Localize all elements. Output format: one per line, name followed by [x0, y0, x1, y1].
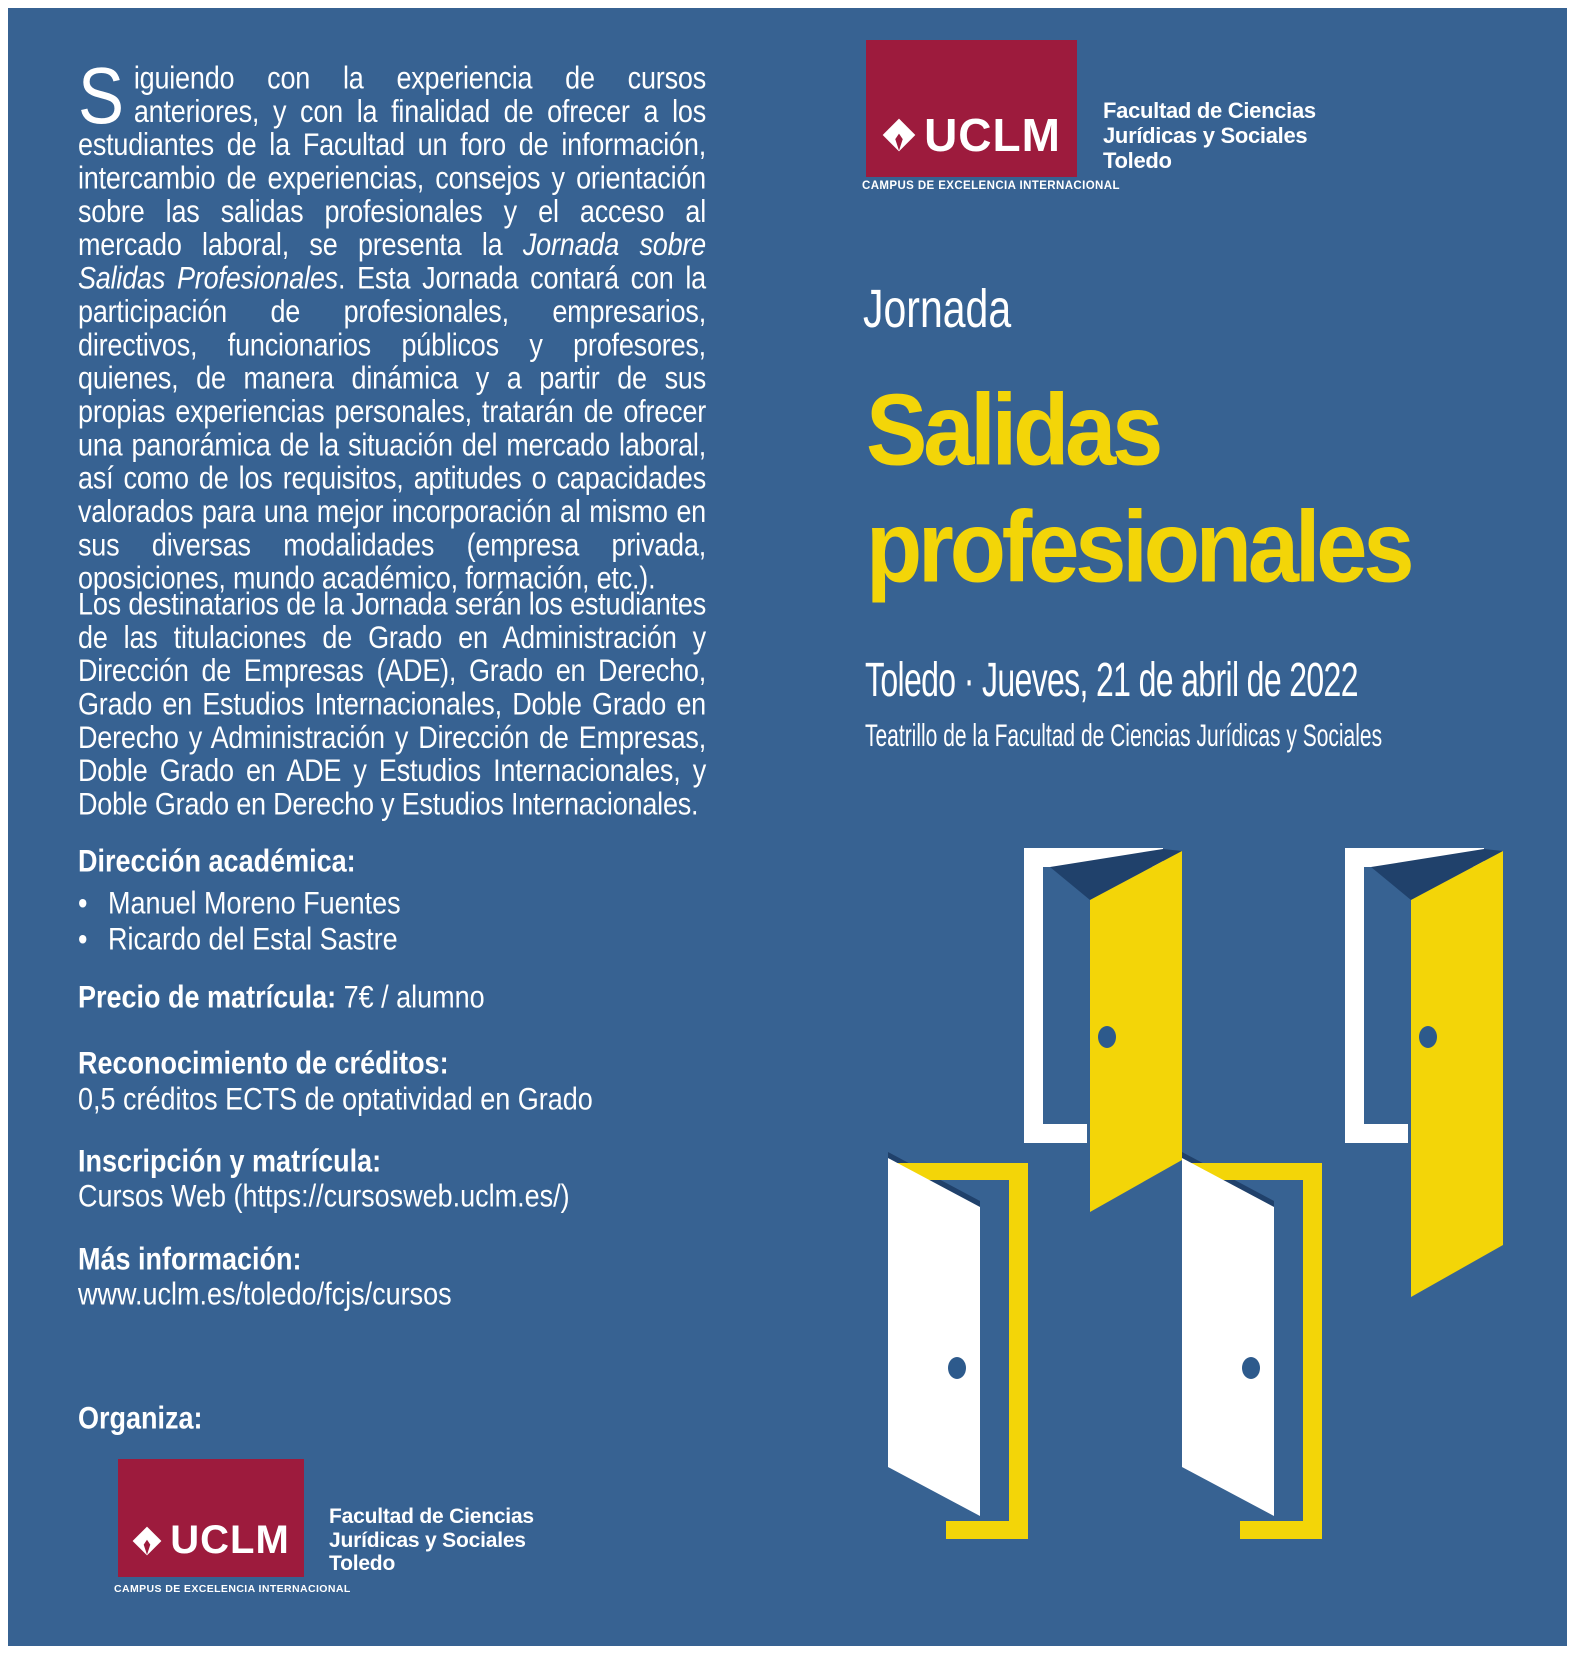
event-title-line1: Salidas: [866, 374, 1160, 487]
intro-paragraph: [78, 51, 706, 596]
intro-part1: iguiendo con la experiencia de cursos anteriores, y con la finalidad de ofrecer a los estudiantes de la Facultad un foro de información, intercambio de experiencias, consejos y orientación sobre las salidas profesionales y el acceso al mercado laboral, se presenta la: [78, 60, 706, 263]
campus-tagline: CAMPUS DE EXCELENCIA INTERNACIONAL: [862, 180, 1120, 192]
organiza-heading: Organiza:: [78, 1400, 203, 1436]
direccion-heading: Dirección académica:: [78, 843, 356, 879]
door-bottom-left-icon: [888, 1152, 1028, 1539]
event-kicker: Jornada: [863, 278, 1012, 339]
direccion-item-1: Manuel Moreno Fuentes: [108, 886, 401, 921]
masinfo-heading: Más información:: [78, 1241, 302, 1277]
list-item: [78, 886, 706, 922]
uclm-logo: [118, 1459, 304, 1577]
uclm-diamond-icon: [882, 118, 916, 152]
uclm-wordmark: UCLM: [170, 1518, 290, 1562]
intro-italic: Jornada sobre Salidas Profesionales: [78, 227, 706, 296]
campus-tagline: CAMPUS DE EXCELENCIA INTERNACIONAL: [114, 1583, 351, 1595]
intro-part2: . Esta Jornada contará con la participación de profesionales, empresarios, directivos, funcionarios públicos y profesores, quienes, de manera dinámica y a partir de sus propias experiencias personales, tratarán de ofrecer una panorámica de la situación del mercado laboral, así como de los requisitos, aptitudes o capacidades valorados para una mejor incorporación al mismo en sus diversas modalidades (empresa privada, oposiciones, mundo académico, formación, etc.).: [78, 260, 706, 596]
uclm-wordmark: UCLM: [924, 109, 1061, 161]
dropcap-letter: S: [78, 51, 124, 141]
audience-paragraph: Los destinatarios de la Jornada serán los estudiantes de las titulaciones de Grado en Administración y Dirección de Empresas (ADE), Grado en Derecho, Grado en Estudios Internacionales, Doble Grado en Derecho y Administración y Dirección de Empresas, Doble Grado en ADE y Estudios Internacionales, y Doble Grado en Derecho y Estudios Internacionales.: [78, 586, 706, 822]
creditos-heading: Reconocimiento de créditos:: [78, 1045, 449, 1081]
direccion-list: [78, 886, 706, 957]
faculty-name-block: [329, 1505, 534, 1576]
inscripcion-value: Cursos Web (https://cursosweb.uclm.es/): [78, 1178, 570, 1214]
event-venue: Teatrillo de la Facultad de Ciencias Jurídicas y Sociales: [865, 719, 1383, 754]
open-doors-illustration: [820, 780, 1575, 1600]
event-title-line2: profesionales: [866, 491, 1411, 604]
faculty-line-3: Toledo: [329, 1552, 396, 1575]
precio-label: Precio de matrícula:: [78, 979, 337, 1015]
bullet-icon: •: [78, 921, 88, 957]
list-item: [78, 922, 706, 958]
door-top-right-icon: [1345, 848, 1503, 1297]
faculty-line-1: Facultad de Ciencias: [1103, 98, 1316, 123]
precio-value: 7€ / alumno: [336, 979, 485, 1015]
uclm-diamond-icon: [132, 1526, 162, 1556]
faculty-line-1: Facultad de Ciencias: [329, 1505, 534, 1528]
direccion-item-2: Ricardo del Estal Sastre: [108, 921, 398, 957]
faculty-line-2: Jurídicas y Sociales: [1103, 123, 1308, 148]
event-date: Toledo · Jueves, 21 de abril de 2022: [865, 652, 1358, 707]
faculty-line-3: Toledo: [1103, 148, 1172, 173]
precio-row: [78, 981, 706, 1014]
uclm-logo: [866, 40, 1077, 177]
masinfo-value: www.uclm.es/toledo/fcjs/cursos: [78, 1276, 452, 1312]
door-bottom-right-icon: [1182, 1152, 1322, 1539]
door-top-left-icon: [1024, 848, 1182, 1212]
faculty-line-2: Jurídicas y Sociales: [329, 1528, 526, 1552]
creditos-value: 0,5 créditos ECTS de optatividad en Grado: [78, 1081, 593, 1117]
inscripcion-heading: Inscripción y matrícula:: [78, 1143, 382, 1179]
faculty-name-block: [1103, 98, 1316, 173]
bullet-icon: •: [78, 886, 88, 921]
